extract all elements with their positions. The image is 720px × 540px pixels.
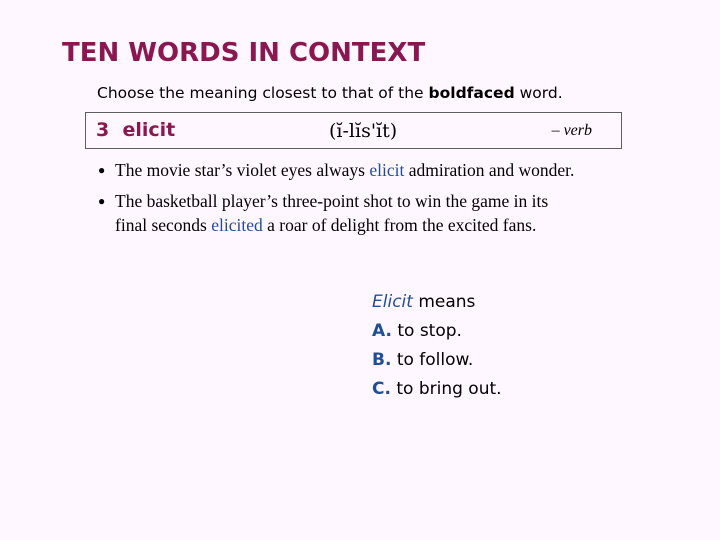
sentence-2-line1: The basketball player’s three-point shot to win the game in its [115,191,549,211]
bullet-icon: ● [98,163,106,177]
sentence-1-before: The movie star’s violet eyes always [115,160,365,180]
option-a[interactable] [372,317,502,346]
answer-choices [372,288,502,404]
option-c-text: to bring out. [396,379,502,399]
example-sentence-2 [98,189,548,237]
option-b-letter: B. [372,350,392,370]
instruction-before: Choose the meaning closest to that of the [97,84,424,102]
sentence-2-before: final seconds [115,215,207,235]
instruction-after: word. [519,84,563,102]
example-sentence-1 [98,158,574,182]
option-a-letter: A. [372,321,392,341]
option-c[interactable] [372,375,502,404]
word-term: elicit [122,119,176,141]
sentence-1-highlight: elicit [369,160,405,180]
word-number: 3 [96,119,110,141]
sentence-1-after: admiration and wonder. [408,160,575,180]
page-title: TEN WORDS IN CONTEXT [62,38,426,68]
option-b-text: to follow. [396,350,474,370]
question-lead-rest: means [418,292,476,312]
question-lead-word: Elicit [372,292,413,312]
vocabulary-word-box [85,112,622,149]
instruction-bold: boldfaced [428,84,515,102]
option-a-text: to stop. [397,321,462,341]
instruction-text [97,84,563,102]
word-part-of-speech: – verb [551,122,592,139]
word-heading [96,119,175,141]
question-prompt [372,288,502,317]
word-pronunciation: (ĭ-lĭs'ĭt) [329,120,398,142]
option-b[interactable] [372,346,502,375]
bullet-icon: ● [98,194,106,208]
sentence-2-highlight: elicited [211,215,263,235]
option-c-letter: C. [372,379,391,399]
sentence-2-after: a roar of delight from the excited fans. [267,215,537,235]
